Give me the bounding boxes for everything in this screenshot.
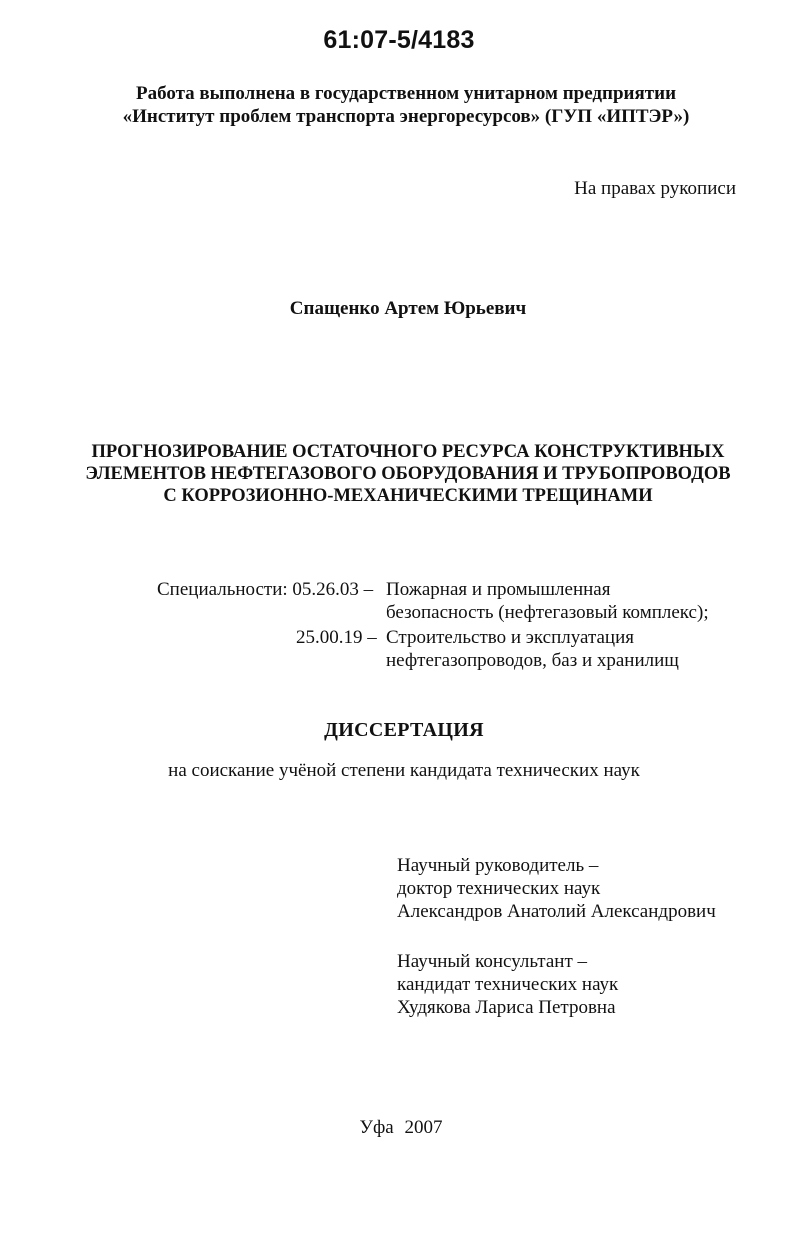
document-code: 61:07-5/4183: [323, 26, 475, 54]
institution-block: [0, 82, 798, 128]
title-line: С КОРРОЗИОННО-МЕХАНИЧЕСКИМИ ТРЕЩИНАМИ: [163, 486, 653, 506]
title-line: ЭЛЕМЕНТОВ НЕФТЕГАЗОВОГО ОБОРУДОВАНИЯ И ТРУБОПРОВОДОВ: [85, 464, 731, 484]
consultant-role: Научный консультант –: [397, 951, 587, 972]
specialty-2-line: нефтегазопроводов, баз и хранилищ: [386, 650, 679, 671]
manuscript-rights: На правах рукописи: [574, 178, 736, 199]
place-year: [0, 1117, 798, 1139]
consultant-degree: кандидат технических наук: [397, 974, 619, 995]
specialty-2-line: Строительство и эксплуатация: [386, 627, 634, 648]
institution-line: Работа выполнена в государственном унитарном предприятии: [135, 83, 677, 104]
dissertation-title: [0, 441, 798, 507]
consultant-block: [397, 950, 618, 1019]
specialty-1-line: Пожарная и промышленная: [386, 579, 611, 600]
consultant-name: Худякова Лариса Петровна: [397, 997, 616, 1018]
place: Уфа: [359, 1117, 394, 1138]
title-line: ПРОГНОЗИРОВАНИЕ ОСТАТОЧНОГО РЕСУРСА КОНСТРУКТИВНЫХ: [91, 442, 725, 462]
specialties-label: Специальности: 05.26.03 –: [157, 579, 374, 600]
institution-line: «Институт проблем транспорта энергоресурсов» (ГУП «ИПТЭР»): [122, 106, 690, 127]
supervisor-name: Александров Анатолий Александрович: [397, 901, 716, 922]
author-name: Спащенко Артем Юрьевич: [289, 298, 527, 319]
supervisor-degree: доктор технических наук: [397, 878, 601, 899]
specialty-2-code: 25.00.19 –: [296, 627, 377, 648]
specialty-1-line: безопасность (нефтегазовый комплекс);: [386, 602, 709, 623]
degree-statement: на соискание учёной степени кандидата технических наук: [168, 760, 640, 781]
document-type: ДИССЕРТАЦИЯ: [324, 719, 484, 741]
supervisor-block: [397, 854, 716, 923]
year: 2007: [404, 1117, 443, 1138]
supervisor-role: Научный руководитель –: [397, 855, 599, 876]
